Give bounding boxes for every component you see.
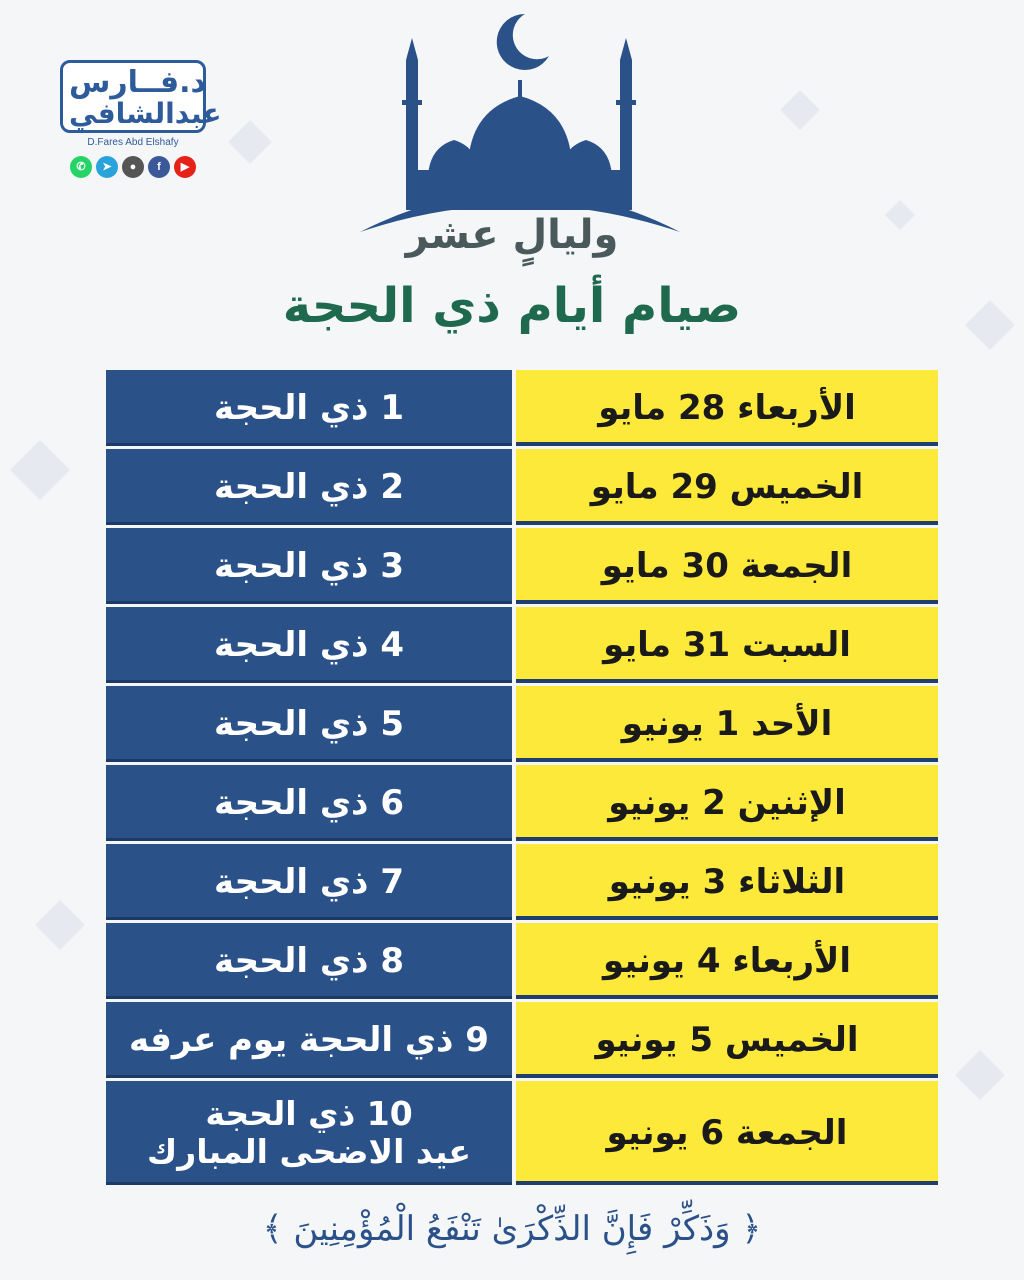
youtube-icon[interactable]: ▶ xyxy=(174,156,196,178)
hijri-date-cell: 6 ذي الحجة xyxy=(106,765,512,841)
logo-line-2: عبدالشافي xyxy=(69,96,222,130)
hijri-date-cell: 3 ذي الحجة xyxy=(106,528,512,604)
table-row xyxy=(106,686,938,762)
table-row xyxy=(106,370,938,446)
title-top: وليالٍ عشر xyxy=(405,212,619,258)
hijri-date-cell xyxy=(106,1081,512,1185)
telegram-icon[interactable]: ➤ xyxy=(96,156,118,178)
hijri-date-line-2: عيد الاضحى المبارك xyxy=(147,1132,471,1171)
table-row xyxy=(106,607,938,683)
logo-line-1: د.فــارس xyxy=(69,65,206,100)
gregorian-date-cell: الخميس 29 مايو xyxy=(516,449,938,525)
gregorian-date-cell: الجمعة 6 يونيو xyxy=(516,1081,938,1185)
table-row xyxy=(106,765,938,841)
hijri-date-cell: 2 ذي الحجة xyxy=(106,449,512,525)
gregorian-date-cell: الأحد 1 يونيو xyxy=(516,686,938,762)
table-row xyxy=(106,1081,938,1185)
page-title: صيام أيام ذي الحجة xyxy=(282,278,742,334)
hijri-date-cell: 4 ذي الحجة xyxy=(106,607,512,683)
logo-box xyxy=(60,60,222,133)
fasting-table xyxy=(106,370,938,1188)
social-icons xyxy=(60,156,206,178)
hijri-date-cell: 8 ذي الحجة xyxy=(106,923,512,999)
hijri-date-cell: 1 ذي الحجة xyxy=(106,370,512,446)
facebook-icon[interactable]: f xyxy=(148,156,170,178)
table-row xyxy=(106,1002,938,1078)
gregorian-date-cell: الخميس 5 يونيو xyxy=(516,1002,938,1078)
gregorian-date-cell: الثلاثاء 3 يونيو xyxy=(516,844,938,920)
quran-verse: ﴿ وَذَكِّرْ فَإِنَّ الذِّكْرَىٰ تَنْفَعُ الْمُؤْمِنِينَ ﴾ xyxy=(262,1209,762,1249)
gregorian-date-cell: الجمعة 30 مايو xyxy=(516,528,938,604)
table-row xyxy=(106,449,938,525)
hijri-date-cell: 7 ذي الحجة xyxy=(106,844,512,920)
brand-logo xyxy=(60,60,222,178)
table-row xyxy=(106,923,938,999)
gregorian-date-cell: الأربعاء 4 يونيو xyxy=(516,923,938,999)
mosque-icon xyxy=(350,0,690,240)
logo-subtitle: D.Fares Abd Elshafy xyxy=(87,136,179,148)
gregorian-date-cell: الإثنين 2 يونيو xyxy=(516,765,938,841)
gregorian-date-cell: الأربعاء 28 مايو xyxy=(516,370,938,446)
avatar-icon[interactable]: ● xyxy=(122,156,144,178)
hijri-date-cell: 5 ذي الحجة xyxy=(106,686,512,762)
table-row xyxy=(106,528,938,604)
gregorian-date-cell: السبت 31 مايو xyxy=(516,607,938,683)
table-row xyxy=(106,844,938,920)
hijri-date-cell: 9 ذي الحجة يوم عرفه xyxy=(106,1002,512,1078)
whatsapp-icon[interactable]: ✆ xyxy=(70,156,92,178)
hijri-date-line-1: 10 ذي الحجة xyxy=(205,1094,413,1134)
